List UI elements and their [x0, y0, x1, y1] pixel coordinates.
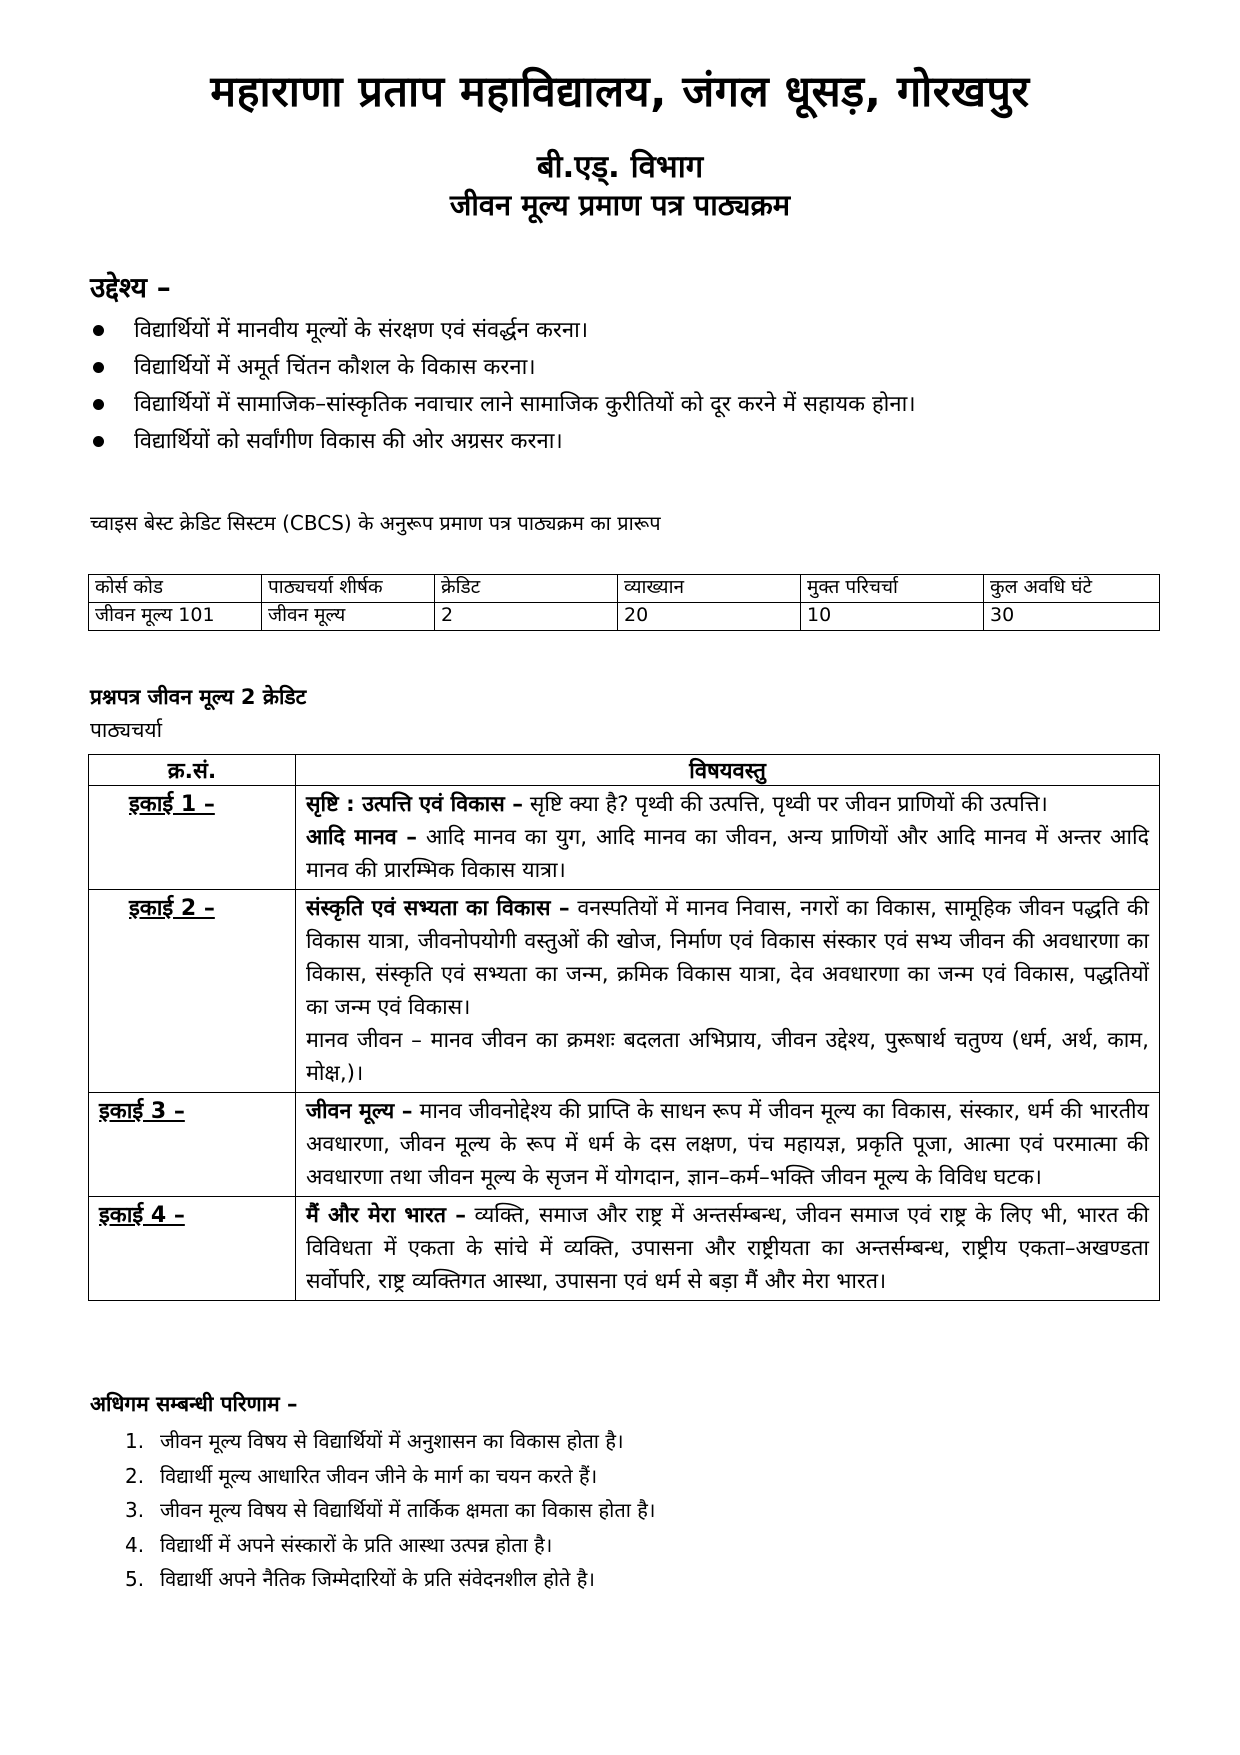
bullet-icon: [93, 399, 104, 410]
topic-text: मानव जीवनोद्देश्य की प्राप्ति के साधन रूप में जीवन मूल्य का विकास, संस्कार, धर्म की भारतीय अवधारणा, जीवन मूल्य के रूप में धर्म के दस लक्षण, पंच महायज्ञ, प्रकृति पूजा, आत्मा एवं परमात्मा की अवधारणा तथा जीवन मूल्य के सृजन में योगदान, ज्ञान–कर्म–भक्ति जीवन मूल्य के विविध घटक।: [306, 1099, 1149, 1190]
course-table: [88, 574, 1160, 631]
topic-title: आदि मानव –: [306, 825, 418, 850]
syllabus-table: [88, 754, 1160, 1301]
topic-title: संस्कृति एवं सभ्यता का विकास –: [306, 896, 570, 921]
bullet-icon: [93, 325, 104, 336]
paper-subheading: पाठ्यचर्या: [90, 718, 163, 742]
table-cell: 30: [984, 603, 1160, 631]
content-column-header: विषयवस्तु: [296, 755, 1160, 786]
topic-text: मानव जीवन – मानव जीवन का क्रमशः बदलता अभिप्राय, जीवन उद्देश्य, पुरूषार्थ चतुण्य (धर्म, अर्थ, काम, मोक्ष,)।: [306, 1028, 1149, 1086]
unit-content: [296, 1093, 1160, 1197]
outcome-item: 4. विद्यार्थी में अपने संस्कारों के प्रति आस्था उत्पन्न होता है।: [125, 1532, 553, 1557]
table-header-cell: क्रेडिट: [435, 575, 618, 603]
topic-title: सृष्टि : उत्पत्ति एवं विकास –: [306, 792, 523, 817]
table-header-row: [89, 575, 1160, 603]
topic-text: सृष्टि क्या है? पृथ्वी की उत्पत्ति, पृथ्वी पर जीवन प्राणियों की उत्पत्ति।: [523, 792, 1048, 817]
table-row: [89, 786, 1160, 890]
table-cell: जीवन मूल्य 101: [89, 603, 262, 631]
table-cell: जीवन मूल्य: [262, 603, 435, 631]
table-row: [89, 1093, 1160, 1197]
topic-text: व्यक्ति, समाज और राष्ट्र में अन्तर्सम्बन्ध, जीवन समाज एवं राष्ट्र के लिए भी, भारत की विविधता में एकता के सांचे में व्यक्ति, उपासना और राष्ट्रीयता का अन्तर्सम्बन्ध, राष्ट्रीय एकता–अखण्डता सर्वोपरि, राष्ट्र व्यक्तिगत आस्था, उपासना एवं धर्म से बड़ा मैं और मेरा भारत।: [306, 1203, 1149, 1294]
bullet-icon: [93, 362, 104, 373]
objective-item: विद्यार्थियों में सामाजिक–सांस्कृतिक नवाचार लाने सामाजिक कुरीतियों को दूर करने में सहायक होना।: [90, 386, 1170, 423]
department-title: बी.एड्. विभाग: [536, 149, 704, 185]
objectives-list: [90, 312, 1170, 460]
table-row: [89, 890, 1160, 1093]
unit-label: इकाई 3 –: [99, 1099, 185, 1124]
unit-content: [296, 786, 1160, 890]
outcome-item: 2. विद्यार्थी मूल्य आधारित जीवन जीने के मार्ग का चयन करते हैं।: [125, 1463, 598, 1488]
unit-label: इकाई 2 –: [129, 896, 215, 921]
table-header-cell: व्याख्यान: [618, 575, 801, 603]
table-header-cell: मुक्त परिचर्चा: [801, 575, 984, 603]
college-title: महाराणा प्रताप महाविद्यालय, जंगल धूसड़, गोरखपुर: [210, 67, 1030, 117]
bullet-icon: [93, 436, 104, 447]
table-header-cell: पाठ्यचर्या शीर्षक: [262, 575, 435, 603]
table-header-cell: कुल अवधि घंटे: [984, 575, 1160, 603]
table-cell: 20: [618, 603, 801, 631]
outcome-item: 3. जीवन मूल्य विषय से विद्यार्थियों में तार्किक क्षमता का विकास होता है।: [125, 1498, 656, 1522]
outcome-item: 5. विद्यार्थी अपने नैतिक जिम्मेदारियों के प्रति संवेदनशील होते है।: [125, 1567, 595, 1591]
syllabus-header-row: [89, 755, 1160, 786]
paper-heading: प्रश्नपत्र जीवन मूल्य 2 क्रेडिट: [90, 685, 307, 709]
table-cell: 10: [801, 603, 984, 631]
outcomes-list: [125, 1424, 655, 1597]
topic-text: आदि मानव का युग, आदि मानव का जीवन, अन्य प्राणियों और आदि मानव में अन्तर आदि मानव की प्रारम्भिक विकास यात्रा।: [306, 825, 1149, 883]
course-title: जीवन मूल्य प्रमाण पत्र पाठ्यक्रम: [449, 188, 791, 222]
unit-label: इकाई 4 –: [99, 1203, 185, 1228]
topic-title: जीवन मूल्य –: [306, 1099, 413, 1124]
table-row: [89, 1197, 1160, 1301]
topic-title: मैं और मेरा भारत –: [306, 1203, 466, 1228]
unit-content: [296, 1197, 1160, 1301]
objective-item: विद्यार्थियों में मानवीय मूल्यों के संरक्षण एवं संवर्द्धन करना।: [90, 312, 1170, 349]
unit-label: इकाई 1 –: [129, 792, 215, 817]
objectives-heading: उद्देश्य –: [90, 271, 171, 304]
cbcs-description: च्वाइस बेस्ट क्रेडिट सिस्टम (CBCS) के अनुरूप प्रमाण पत्र पाठ्यक्रम का प्रारूप: [90, 511, 661, 535]
unit-column-header: क्र.सं.: [89, 755, 296, 786]
objective-item: विद्यार्थियों में अमूर्त चिंतन कौशल के विकास करना।: [90, 349, 1170, 386]
outcome-item: 1. जीवन मूल्य विषय से विद्यार्थियों में अनुशासन का विकास होता है।: [125, 1429, 624, 1453]
table-row: [89, 603, 1160, 631]
table-header-cell: कोर्स कोड: [89, 575, 262, 603]
outcomes-heading: अधिगम सम्बन्धी परिणाम –: [90, 1392, 298, 1416]
objective-item: विद्यार्थियों को सर्वांगीण विकास की ओर अग्रसर करना।: [90, 423, 1170, 460]
unit-content: [296, 890, 1160, 1093]
topic-text: वनस्पतियों में मानव निवास, नगरों का विकास, सामूहिक जीवन पद्धति की विकास यात्रा, जीवनोपयोगी वस्तुओं की खोज, निर्माण एवं विकास संस्कार एवं सभ्य जीवन की अवधारणा का विकास, संस्कृति एवं सभ्यता का जन्म, क्रमिक विकास यात्रा, देव अवधारणा का जन्म एवं विकास, पद्धतियों का जन्म एवं विकास।: [306, 896, 1149, 1020]
table-cell: 2: [435, 603, 618, 631]
